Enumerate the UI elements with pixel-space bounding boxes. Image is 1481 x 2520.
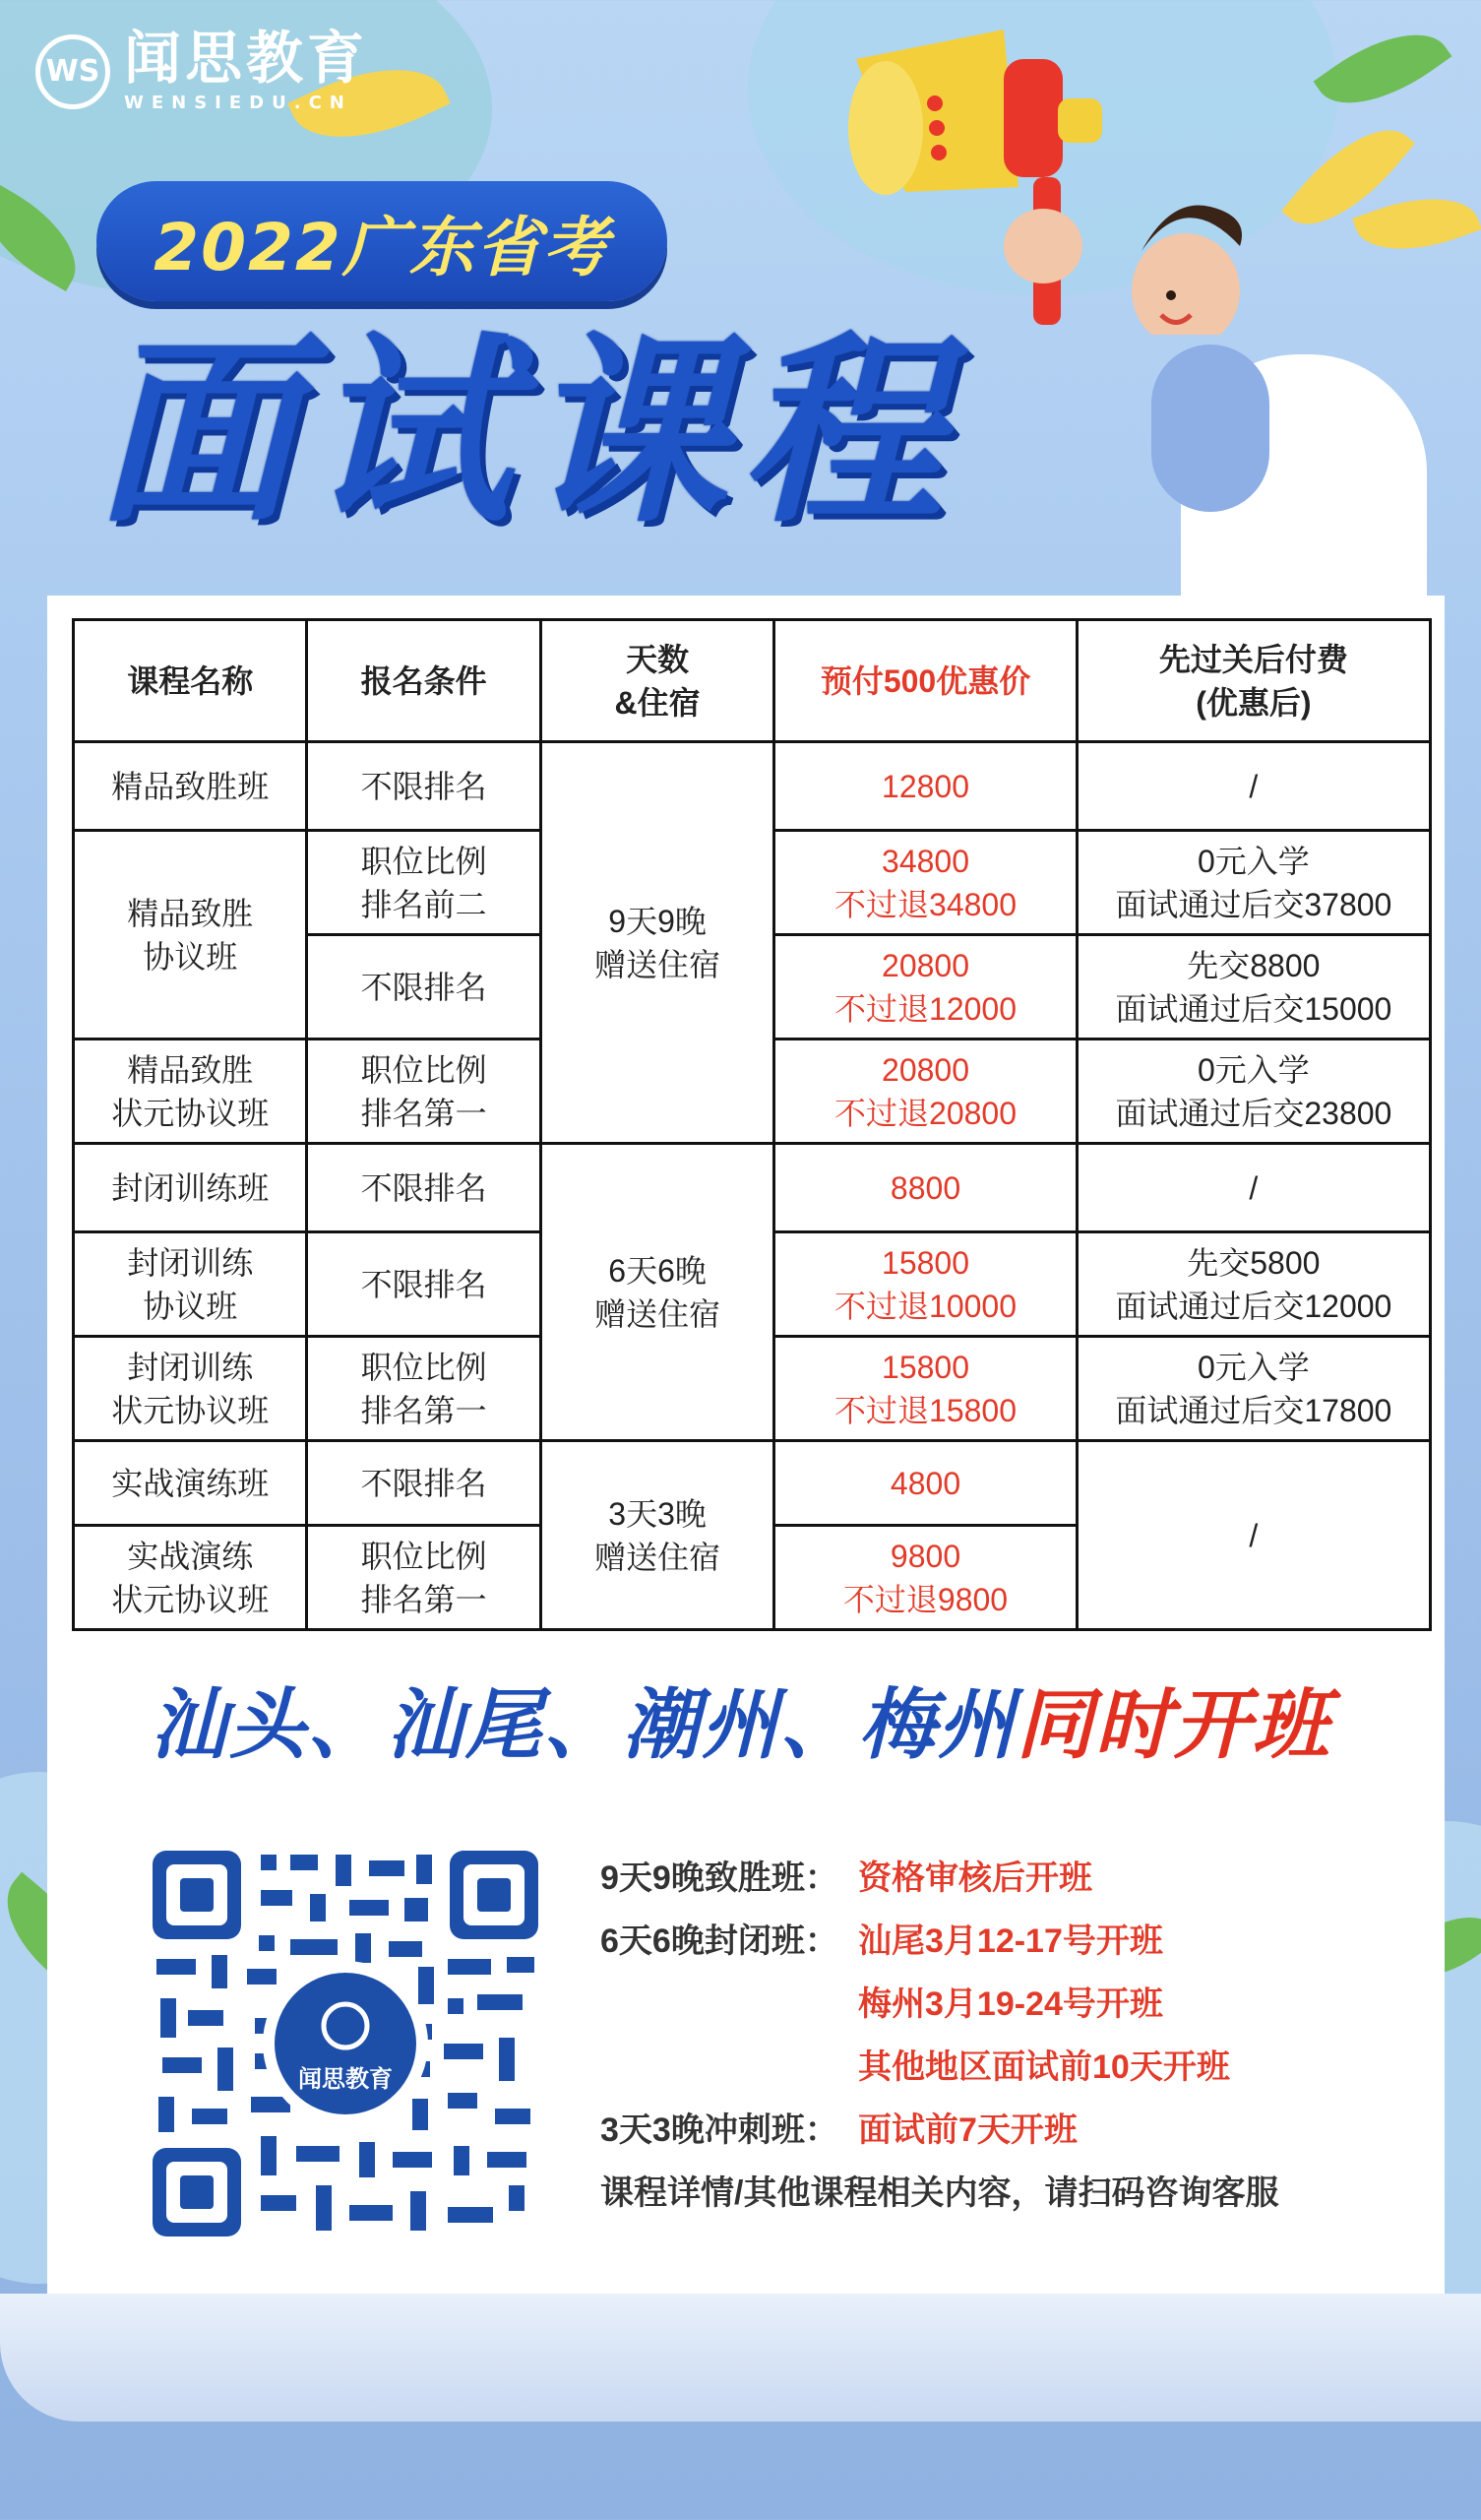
schedule-value: 面试前7天开班 bbox=[858, 2110, 1078, 2149]
course-condition: 不限排名 bbox=[307, 742, 540, 831]
course-prepay-price: 15800 不过退10000 bbox=[774, 1232, 1077, 1337]
page-curl bbox=[0, 2294, 1481, 2422]
header-days-line: &住宿 bbox=[614, 684, 701, 721]
course-prepay-price: 4800 bbox=[774, 1441, 1077, 1526]
brand-domain: WENSIEDU.CN bbox=[124, 93, 352, 113]
course-condition: 职位比例 排名第一 bbox=[307, 1337, 540, 1441]
character-arm bbox=[1151, 345, 1269, 512]
course-condition: 不限排名 bbox=[307, 935, 540, 1040]
course-prepay-price: 8800 bbox=[774, 1144, 1077, 1232]
logo-mark-icon: WS bbox=[35, 34, 110, 109]
header-postpay bbox=[1077, 620, 1430, 742]
course-name: 封闭训练 状元协议班 bbox=[74, 1337, 307, 1441]
schedule-row bbox=[600, 1843, 1278, 1906]
course-condition: 职位比例 排名前二 bbox=[307, 831, 540, 935]
year-title: 2022广东省考 bbox=[154, 209, 610, 285]
footer-note: 课程详情/其他课程相关内容，请扫码咨询客服 bbox=[600, 2174, 1279, 2212]
course-prepay-price: 12800 bbox=[774, 742, 1077, 831]
course-prepay-price: 34800 不过退34800 bbox=[774, 831, 1077, 935]
course-prepay-price: 9800 不过退9800 bbox=[774, 1526, 1077, 1630]
course-postpay: 0元入学 面试通过后交23800 bbox=[1077, 1040, 1430, 1144]
table-row bbox=[74, 742, 1431, 831]
course-name: 精品致胜 状元协议班 bbox=[74, 1040, 307, 1144]
course-postpay: 0元入学 面试通过后交37800 bbox=[1077, 831, 1430, 935]
course-condition: 不限排名 bbox=[307, 1232, 540, 1337]
header-condition: 报名条件 bbox=[307, 620, 540, 742]
megaphone-character-illustration bbox=[846, 20, 1260, 335]
header-postpay-line: (优惠后) bbox=[1196, 684, 1312, 721]
course-postpay: 先交5800 面试通过后交12000 bbox=[1077, 1232, 1430, 1337]
qr-code-icon bbox=[153, 1851, 538, 2236]
course-condition: 职位比例 排名第一 bbox=[307, 1040, 540, 1144]
course-postpay: / bbox=[1077, 1441, 1430, 1630]
schedule-label: 9天9晚致胜班： bbox=[600, 1858, 838, 1897]
course-name: 实战演练班 bbox=[74, 1441, 307, 1526]
schedule-label: 3天3晚冲刺班： bbox=[600, 2110, 838, 2149]
course-name: 精品致胜班 bbox=[74, 742, 307, 831]
main-title: 面试课程 bbox=[94, 316, 956, 550]
table-row bbox=[74, 1441, 1431, 1526]
megaphone-icon bbox=[848, 30, 1102, 325]
course-postpay: / bbox=[1077, 742, 1430, 831]
schedule-value: 资格审核后开班 bbox=[858, 1858, 1092, 1897]
course-days: 3天3晚 赠送住宿 bbox=[540, 1441, 773, 1630]
schedule-row bbox=[600, 2095, 1278, 2158]
course-name: 实战演练 状元协议班 bbox=[74, 1526, 307, 1630]
cities-open-label: 同时开班 bbox=[1016, 1681, 1331, 1770]
schedule-row bbox=[600, 1969, 1278, 2032]
course-condition: 职位比例 排名第一 bbox=[307, 1526, 540, 1630]
header-days-line: 天数 bbox=[626, 641, 690, 677]
cities-list: 汕头、汕尾、潮州、梅州 bbox=[150, 1681, 1017, 1770]
header-prepay-price: 预付500优惠价 bbox=[774, 620, 1077, 742]
course-name: 封闭训练 协议班 bbox=[74, 1232, 307, 1337]
schedule-value: 其他地区面试前10天开班 bbox=[858, 2048, 1230, 2086]
table-header-row bbox=[74, 620, 1431, 742]
brand-name: 闻思教育 bbox=[124, 25, 369, 92]
year-title-pill bbox=[96, 181, 667, 301]
course-prepay-price: 20800 不过退12000 bbox=[774, 935, 1077, 1040]
header-course-name: 课程名称 bbox=[74, 620, 307, 742]
schedule-value: 梅州3月19-24号开班 bbox=[858, 1984, 1163, 2023]
course-name: 精品致胜 协议班 bbox=[74, 831, 307, 1040]
course-name: 封闭训练班 bbox=[74, 1144, 307, 1232]
header-days bbox=[540, 620, 773, 742]
header-postpay-line: 先过关后付费 bbox=[1158, 641, 1348, 677]
course-condition: 不限排名 bbox=[307, 1441, 540, 1526]
course-postpay: / bbox=[1077, 1144, 1430, 1232]
qr-center-label: 闻思教育 bbox=[298, 2065, 393, 2093]
cities-banner bbox=[0, 1664, 1481, 1774]
schedule-row bbox=[600, 1906, 1278, 1969]
schedule-value: 汕尾3月12-17号开班 bbox=[858, 1922, 1163, 1960]
schedule-label: 6天6晚封闭班： bbox=[600, 1922, 838, 1960]
course-prepay-price: 15800 不过退15800 bbox=[774, 1337, 1077, 1441]
leaf-decoration bbox=[1352, 178, 1481, 270]
course-postpay: 先交8800 面试通过后交15000 bbox=[1077, 935, 1430, 1040]
course-prepay-price: 20800 不过退20800 bbox=[774, 1040, 1077, 1144]
schedule-row bbox=[600, 2032, 1278, 2095]
schedule-row bbox=[600, 2158, 1278, 2221]
course-price-table bbox=[72, 618, 1432, 1631]
brand-logo bbox=[35, 25, 369, 113]
course-days: 9天9晚 赠送住宿 bbox=[540, 742, 773, 1144]
course-postpay: 0元入学 面试通过后交17800 bbox=[1077, 1337, 1430, 1441]
course-days: 6天6晚 赠送住宿 bbox=[540, 1144, 773, 1441]
course-condition: 不限排名 bbox=[307, 1144, 540, 1232]
class-schedule bbox=[600, 1843, 1278, 2221]
table-row bbox=[74, 1144, 1431, 1232]
